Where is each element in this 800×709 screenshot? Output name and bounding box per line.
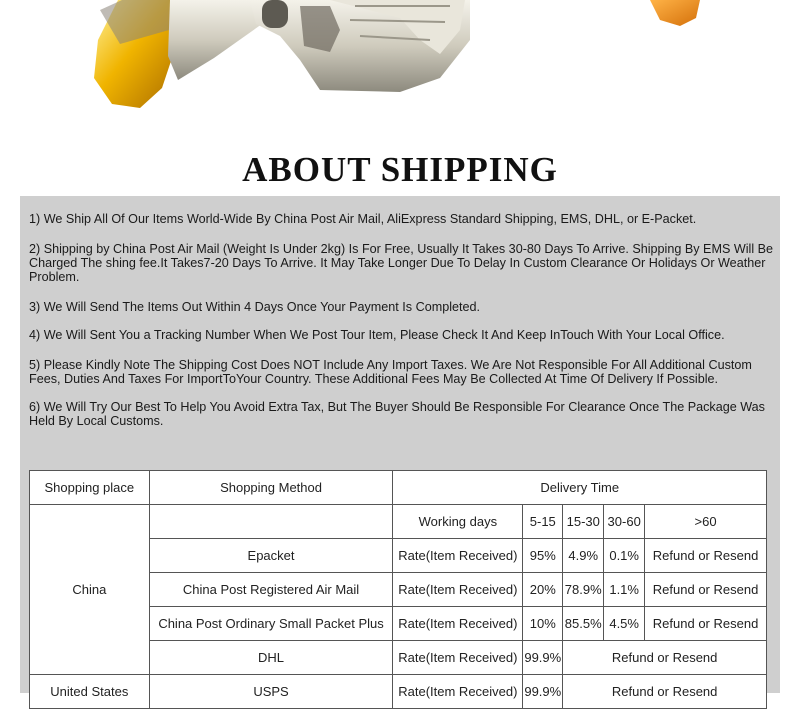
value-cell: 85.5% — [563, 607, 604, 641]
rate-cell: Rate(Item Received) — [393, 641, 523, 675]
rate-cell: Rate(Item Received) — [393, 539, 523, 573]
table-row — [30, 675, 767, 709]
subheader-5-15: 5-15 — [523, 505, 563, 539]
value-cell: Refund or Resend — [563, 675, 767, 709]
value-cell: Refund or Resend — [645, 573, 767, 607]
shipping-table — [29, 470, 767, 709]
subheader-over-60: >60 — [645, 505, 767, 539]
subheader-15-30: 15-30 — [563, 505, 604, 539]
note-3: 3) We Will Send The Items Out Within 4 Days Once Your Payment Is Completed. — [29, 300, 481, 314]
value-cell: Refund or Resend — [645, 539, 767, 573]
value-cell: 4.5% — [604, 607, 645, 641]
note-2: 2) Shipping by China Post Air Mail (Weight Is Under 2kg) Is For Free, Usually It Takes 30-80 Days To Arrive. Shipping By EMS Will Be Charged The shing fee.It Takes7-20 Days To Arrive. It May Take Longer Due To Delay In Custom Clearance Or Holidays Or Weather Problem. — [29, 242, 774, 284]
rate-cell: Rate(Item Received) — [393, 573, 523, 607]
value-cell: 99.9% — [523, 641, 563, 675]
note-6: 6) We Will Try Our Best To Help You Avoid Extra Tax, But The Buyer Should Be Responsible For Clearance Once The Package Was Held By Local Customs. — [29, 400, 765, 428]
value-cell: 10% — [523, 607, 563, 641]
place-united-states: United States — [30, 675, 150, 709]
product-photo — [0, 0, 800, 120]
table-header-row — [30, 471, 767, 505]
section-heading: ABOUT SHIPPING — [242, 150, 558, 189]
note-4: 4) We Will Sent You a Tracking Number When We Post Tour Item, Please Check It And Keep InTouch With Your Local Office. — [29, 328, 725, 342]
method-cell: DHL — [149, 641, 393, 675]
note-1: 1) We Ship All Of Our Items World-Wide By China Post Air Mail, AliExpress Standard Shipping, EMS, DHL, or E-Packet. — [29, 212, 697, 226]
method-cell: USPS — [149, 675, 393, 709]
shipping-notes — [29, 212, 774, 444]
subheader-method-blank — [149, 505, 393, 539]
value-cell: 20% — [523, 573, 563, 607]
note-5: 5) Please Kindly Note The Shipping Cost Does NOT Include Any Import Taxes. We Are Not Responsible For All Additional Custom Fees, Duties And Taxes For ImportToYour Country. These Additional Fees May Be Collected At Time Of Delivery If Possible. — [29, 358, 752, 386]
rate-cell: Rate(Item Received) — [393, 607, 523, 641]
table-subheader-row — [30, 505, 767, 539]
method-cell: China Post Registered Air Mail — [149, 573, 393, 607]
value-cell: Refund or Resend — [563, 641, 767, 675]
value-cell: Refund or Resend — [645, 607, 767, 641]
subheader-30-60: 30-60 — [604, 505, 645, 539]
value-cell: 99.9% — [523, 675, 563, 709]
value-cell: 78.9% — [563, 573, 604, 607]
method-cell: Epacket — [149, 539, 393, 573]
value-cell: 0.1% — [604, 539, 645, 573]
value-cell: 95% — [523, 539, 563, 573]
header-place: Shopping place — [30, 471, 150, 505]
value-cell: 1.1% — [604, 573, 645, 607]
value-cell: 4.9% — [563, 539, 604, 573]
place-china: China — [30, 505, 150, 675]
header-method: Shopping Method — [149, 471, 393, 505]
header-delivery-time: Delivery Time — [393, 471, 767, 505]
rate-cell: Rate(Item Received) — [393, 675, 523, 709]
method-cell: China Post Ordinary Small Packet Plus — [149, 607, 393, 641]
subheader-working-days: Working days — [393, 505, 523, 539]
